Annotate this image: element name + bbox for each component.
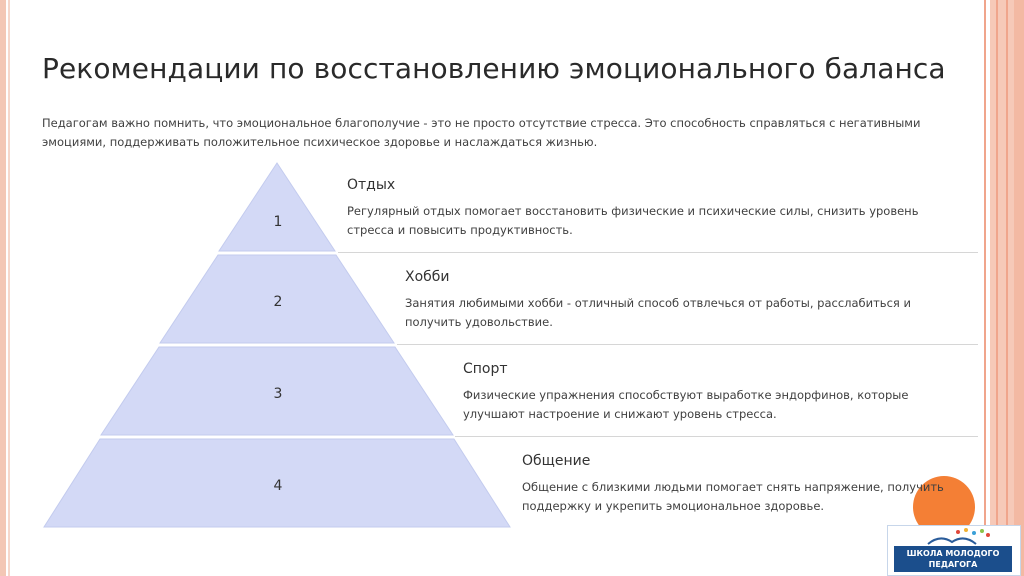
- level-4-title: Общение: [522, 453, 591, 469]
- intro-text: Педагогам важно помнить, что эмоциональное благополучие - это не просто отсутствие стресса. Это способность справляться с негативными эмоциями, поддерживать положительное психическое здоровье и наслаждаться жизнью.: [42, 116, 921, 149]
- level-3-title: Спорт: [463, 361, 508, 377]
- pyramid-level-4-number: 4: [273, 478, 283, 494]
- level-4-item: [522, 453, 972, 516]
- level-1-title: Отдых: [347, 177, 396, 193]
- school-logo: [887, 525, 1021, 576]
- level-3-separator: [455, 436, 978, 437]
- level-1-description: Регулярный отдых помогает восстановить физические и психические силы, снизить уровень стресса и повысить продуктивность.: [347, 204, 919, 237]
- pyramid-level-1-number: 1: [273, 214, 283, 230]
- slide-title: Рекомендации по восстановлению эмоционального баланса: [42, 52, 946, 85]
- level-4-description: Общение с близкими людьми помогает снять напряжение, получить поддержку и укрепить эмоциональное здоровье.: [522, 480, 944, 513]
- level-3-item: [463, 361, 963, 424]
- level-2-title: Хобби: [405, 269, 450, 285]
- pyramid-level-1-shape: [219, 163, 335, 251]
- level-1-item: [347, 177, 967, 240]
- book-icon: [888, 526, 1020, 548]
- level-3-description: Физические упражнения способствуют выработке эндорфинов, которые улучшают настроение и снижают уровень стресса.: [463, 388, 909, 421]
- pyramid-level-2-number: 2: [273, 294, 283, 310]
- pyramid-level-3-number: 3: [273, 386, 283, 402]
- level-1-separator: [338, 252, 978, 253]
- logo-text: ШКОЛА МОЛОДОГО ПЕДАГОГА: [906, 549, 1000, 569]
- logo-banner: [894, 546, 1012, 572]
- level-2-item: [405, 269, 965, 332]
- level-2-separator: [397, 344, 978, 345]
- level-2-description: Занятия любимыми хобби - отличный способ отвлечься от работы, расслабиться и получить удовольствие.: [405, 296, 911, 329]
